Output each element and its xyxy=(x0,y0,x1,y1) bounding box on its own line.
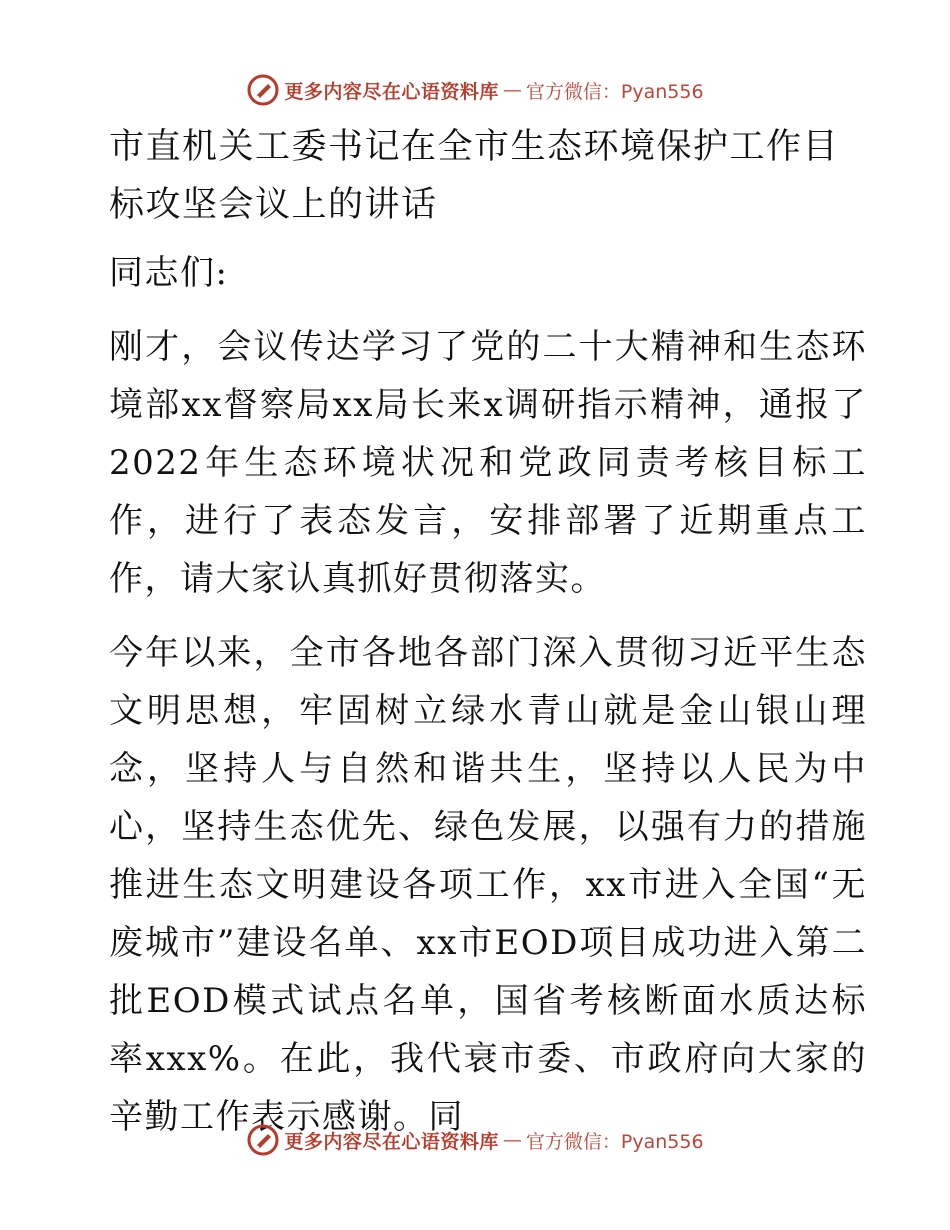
watermark-brand-text: 更多内容尽在心语资料库 xyxy=(284,1130,499,1153)
header-watermark xyxy=(0,70,950,110)
footer-watermark xyxy=(0,1120,950,1160)
body-paragraph: 刚才，会议传达学习了党的二十大精神和生态环境部xx督察局xx局长来x调研指示精神，通报了2022年生态环境状况和党政同责考核目标工作，进行了表态发言，安排部署了近期重点工作，请大家认真抓好贯彻落实。 xyxy=(109,327,867,599)
pen-nib-logo-icon xyxy=(246,1123,280,1157)
document-body xyxy=(97,118,867,1162)
greeting: 同志们: xyxy=(109,253,229,293)
document-title: 市直机关工委书记在全市生态环境保护工作目标攻坚会议上的讲话 xyxy=(109,127,840,225)
watermark-wechat-text: 官方微信：Pyan556 xyxy=(525,1130,704,1153)
watermark-separator: — xyxy=(502,1129,522,1151)
watermark-brand-text: 更多内容尽在心语资料库 xyxy=(284,80,499,103)
watermark-separator: — xyxy=(502,79,522,101)
watermark-wechat-text: 官方微信：Pyan556 xyxy=(525,80,704,103)
body-paragraph: 今年以来，全市各地各部门深入贯彻习近平生态文明思想，牢固树立绿水青山就是金山银山理念，坚持人与自然和谐共生，坚持以人民为中心，坚持生态优先、绿色发展，以强有力的措施推进生态文明建设各项工作，xx市进入全国“无废城市”建设名单、xx市EOD项目成功进入第二批EOD模式试点名单，国省考核断面水质达标率xxx%。在此，我代衰市委、市政府向大家的辛勤工作表示感谢。同 xyxy=(109,633,867,1137)
pen-nib-logo-icon xyxy=(246,73,280,107)
